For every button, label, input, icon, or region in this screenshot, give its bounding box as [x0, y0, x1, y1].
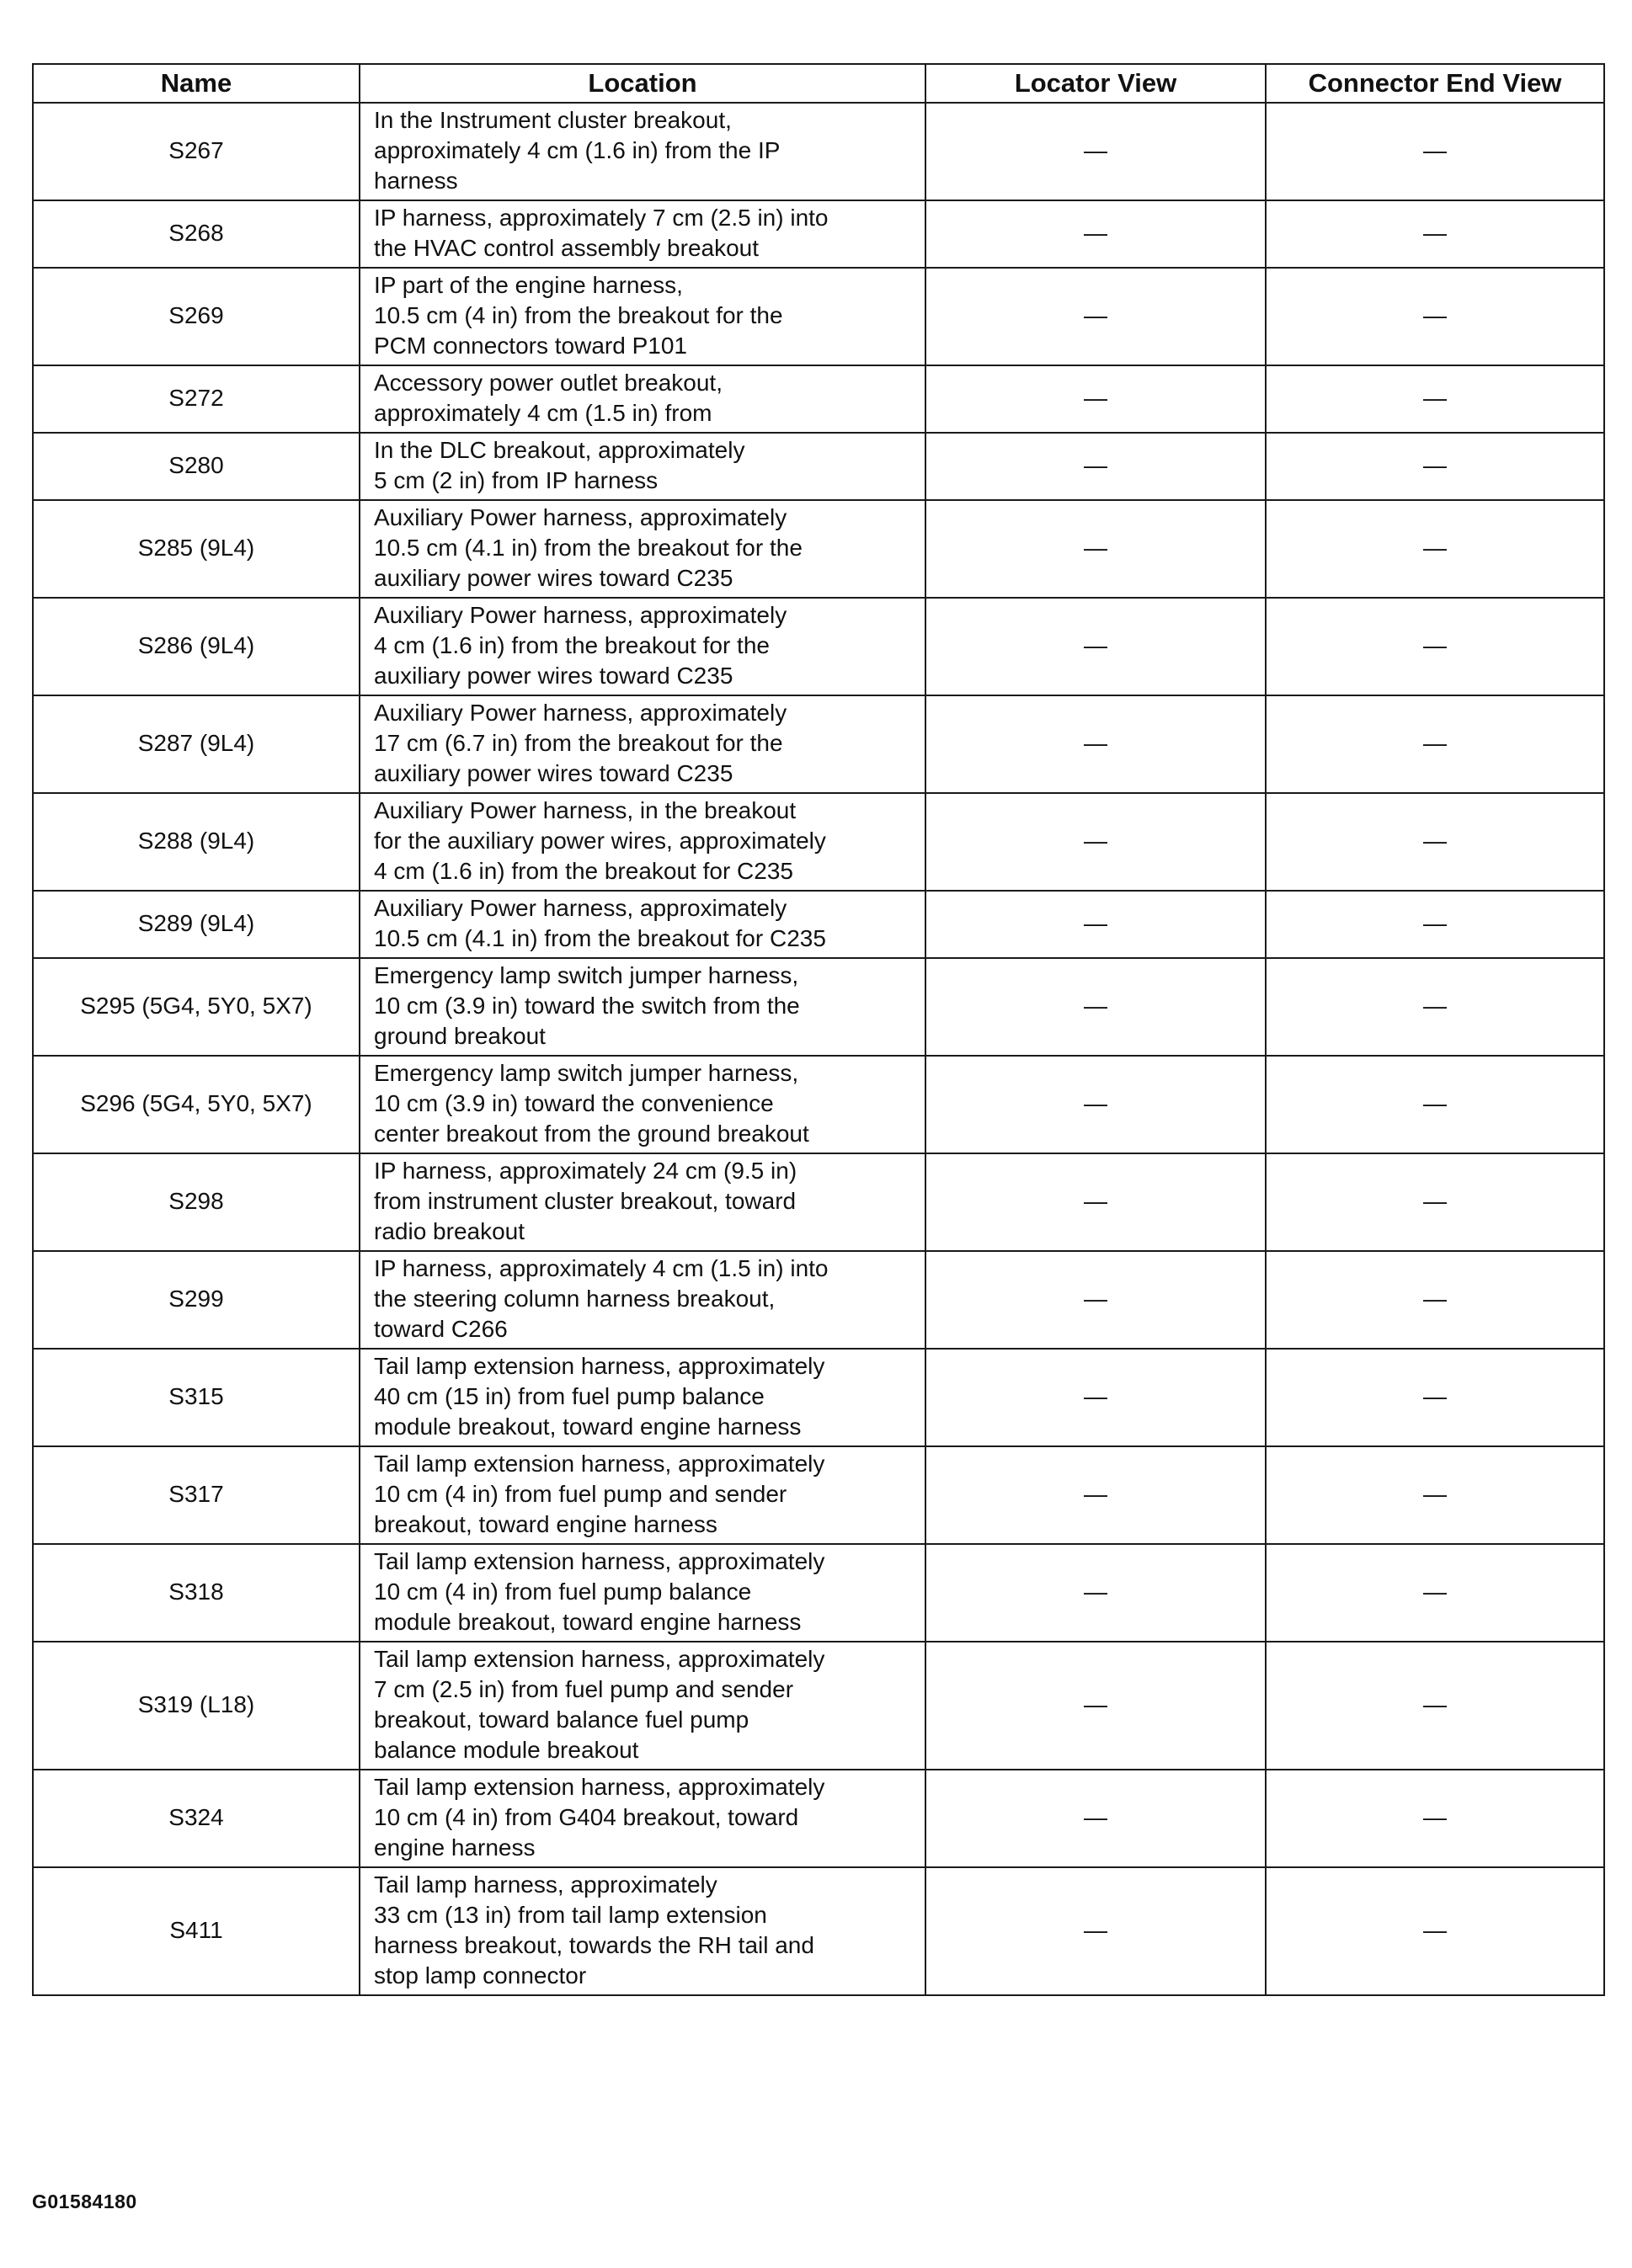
- location-line: approximately 4 cm (1.5 in) from: [374, 400, 712, 426]
- splice-name-cell: S287 (9L4): [33, 695, 360, 793]
- location-cell: [360, 1867, 925, 1995]
- location-line: 10 cm (4 in) from G404 breakout, toward: [374, 1804, 799, 1830]
- table-row: [33, 598, 1604, 695]
- table-row: [33, 958, 1604, 1056]
- table-row: [33, 1642, 1604, 1770]
- location-cell: [360, 500, 925, 598]
- connector-end-view-cell: —: [1266, 1056, 1604, 1153]
- splice-name-cell: S324: [33, 1770, 360, 1867]
- location-line: breakout, toward balance fuel pump: [374, 1706, 749, 1733]
- splice-name-cell: S289 (9L4): [33, 891, 360, 958]
- locator-view-cell: —: [925, 1056, 1266, 1153]
- splice-name-cell: S296 (5G4, 5Y0, 5X7): [33, 1056, 360, 1153]
- table-body: [33, 103, 1604, 1995]
- splice-name-cell: S317: [33, 1446, 360, 1544]
- connector-end-view-cell: —: [1266, 891, 1604, 958]
- connector-end-view-cell: —: [1266, 1153, 1604, 1251]
- header-location: Location: [360, 64, 925, 103]
- location-line: stop lamp connector: [374, 1962, 587, 1988]
- locator-view-cell: —: [925, 103, 1266, 200]
- figure-id: G01584180: [32, 2191, 137, 2212]
- location-line: auxiliary power wires toward C235: [374, 663, 733, 689]
- location-cell: [360, 433, 925, 500]
- location-line: Tail lamp harness, approximately: [374, 1871, 717, 1898]
- locator-view-cell: —: [925, 268, 1266, 365]
- location-line: from instrument cluster breakout, toward: [374, 1188, 797, 1214]
- location-line: Emergency lamp switch jumper harness,: [374, 1060, 799, 1086]
- table-row: [33, 1770, 1604, 1867]
- connector-end-view-cell: —: [1266, 433, 1604, 500]
- location-line: auxiliary power wires toward C235: [374, 760, 733, 786]
- location-line: balance module breakout: [374, 1737, 639, 1763]
- location-cell: [360, 1251, 925, 1349]
- location-cell: [360, 200, 925, 268]
- splice-name-cell: S269: [33, 268, 360, 365]
- locator-view-cell: —: [925, 500, 1266, 598]
- location-line: 10.5 cm (4.1 in) from the breakout for C235: [374, 925, 826, 951]
- splice-name-cell: S286 (9L4): [33, 598, 360, 695]
- table-row: [33, 1153, 1604, 1251]
- splice-name-cell: S319 (L18): [33, 1642, 360, 1770]
- location-line: radio breakout: [374, 1218, 525, 1244]
- location-line: Tail lamp extension harness, approximately: [374, 1774, 825, 1800]
- location-line: breakout, toward engine harness: [374, 1511, 717, 1537]
- locator-view-cell: —: [925, 1642, 1266, 1770]
- splice-name-cell: S272: [33, 365, 360, 433]
- connector-end-view-cell: —: [1266, 268, 1604, 365]
- connector-end-view-cell: —: [1266, 1544, 1604, 1642]
- location-line: auxiliary power wires toward C235: [374, 565, 733, 591]
- location-line: Auxiliary Power harness, in the breakout: [374, 797, 797, 823]
- locator-view-cell: —: [925, 1544, 1266, 1642]
- location-cell: [360, 958, 925, 1056]
- locator-view-cell: —: [925, 365, 1266, 433]
- location-line: module breakout, toward engine harness: [374, 1609, 802, 1635]
- location-line: 10.5 cm (4.1 in) from the breakout for the: [374, 535, 803, 561]
- table-row: [33, 268, 1604, 365]
- connector-end-view-cell: —: [1266, 958, 1604, 1056]
- locator-view-cell: —: [925, 1251, 1266, 1349]
- location-line: 7 cm (2.5 in) from fuel pump and sender: [374, 1676, 794, 1702]
- location-line: Auxiliary Power harness, approximately: [374, 504, 787, 530]
- location-cell: [360, 268, 925, 365]
- locator-view-cell: —: [925, 598, 1266, 695]
- location-line: for the auxiliary power wires, approximately: [374, 828, 826, 854]
- connector-end-view-cell: —: [1266, 1251, 1604, 1349]
- location-line: IP harness, approximately 4 cm (1.5 in) into: [374, 1255, 829, 1281]
- splice-name-cell: S280: [33, 433, 360, 500]
- table-row: [33, 365, 1604, 433]
- locator-view-cell: —: [925, 1867, 1266, 1995]
- locator-view-cell: —: [925, 1349, 1266, 1446]
- splice-name-cell: S285 (9L4): [33, 500, 360, 598]
- header-name: Name: [33, 64, 360, 103]
- location-cell: [360, 695, 925, 793]
- header-locator-view: Locator View: [925, 64, 1266, 103]
- locator-view-cell: —: [925, 200, 1266, 268]
- connector-end-view-cell: —: [1266, 695, 1604, 793]
- connector-end-view-cell: —: [1266, 1770, 1604, 1867]
- splice-name-cell: S299: [33, 1251, 360, 1349]
- location-line: harness: [374, 168, 458, 194]
- table-row: [33, 500, 1604, 598]
- connector-end-view-cell: —: [1266, 1867, 1604, 1995]
- location-line: PCM connectors toward P101: [374, 333, 687, 359]
- location-line: Auxiliary Power harness, approximately: [374, 700, 787, 726]
- location-line: center breakout from the ground breakout: [374, 1121, 809, 1147]
- location-cell: [360, 103, 925, 200]
- locator-view-cell: —: [925, 1153, 1266, 1251]
- location-cell: [360, 1770, 925, 1867]
- splice-name-cell: S288 (9L4): [33, 793, 360, 891]
- locator-view-cell: —: [925, 695, 1266, 793]
- location-line: 10 cm (4 in) from fuel pump balance: [374, 1579, 752, 1605]
- table-row: [33, 1867, 1604, 1995]
- splice-name-cell: S411: [33, 1867, 360, 1995]
- location-line: the steering column harness breakout,: [374, 1286, 776, 1312]
- location-line: module breakout, toward engine harness: [374, 1414, 802, 1440]
- locator-view-cell: —: [925, 1770, 1266, 1867]
- location-line: Accessory power outlet breakout,: [374, 370, 723, 396]
- splice-name-cell: S315: [33, 1349, 360, 1446]
- location-line: IP harness, approximately 24 cm (9.5 in): [374, 1158, 797, 1184]
- splice-name-cell: S295 (5G4, 5Y0, 5X7): [33, 958, 360, 1056]
- table-row: [33, 1349, 1604, 1446]
- table-row: [33, 1544, 1604, 1642]
- table-row: [33, 200, 1604, 268]
- location-line: 17 cm (6.7 in) from the breakout for the: [374, 730, 783, 756]
- location-line: ground breakout: [374, 1023, 546, 1049]
- locator-view-cell: —: [925, 1446, 1266, 1544]
- location-line: IP harness, approximately 7 cm (2.5 in) into: [374, 205, 829, 231]
- location-line: Auxiliary Power harness, approximately: [374, 895, 787, 921]
- location-cell: [360, 598, 925, 695]
- splice-name-cell: S267: [33, 103, 360, 200]
- location-line: toward C266: [374, 1316, 508, 1342]
- location-cell: [360, 793, 925, 891]
- table-row: [33, 1446, 1604, 1544]
- location-line: Tail lamp extension harness, approximately: [374, 1451, 825, 1477]
- splice-name-cell: S318: [33, 1544, 360, 1642]
- location-line: Tail lamp extension harness, approximately: [374, 1646, 825, 1672]
- location-line: Emergency lamp switch jumper harness,: [374, 962, 799, 988]
- location-line: In the DLC breakout, approximately: [374, 437, 745, 463]
- location-line: IP part of the engine harness,: [374, 272, 683, 298]
- splice-location-table: [32, 63, 1605, 1996]
- splice-name-cell: S268: [33, 200, 360, 268]
- connector-end-view-cell: —: [1266, 365, 1604, 433]
- location-line: the HVAC control assembly breakout: [374, 235, 760, 261]
- location-line: 10 cm (3.9 in) toward the convenience: [374, 1090, 774, 1116]
- table-row: [33, 1056, 1604, 1153]
- location-line: 40 cm (15 in) from fuel pump balance: [374, 1383, 765, 1409]
- location-cell: [360, 1056, 925, 1153]
- locator-view-cell: —: [925, 958, 1266, 1056]
- table-row: [33, 793, 1604, 891]
- table-row: [33, 1251, 1604, 1349]
- connector-end-view-cell: —: [1266, 1446, 1604, 1544]
- locator-view-cell: —: [925, 793, 1266, 891]
- location-cell: [360, 1446, 925, 1544]
- table-row: [33, 695, 1604, 793]
- connector-end-view-cell: —: [1266, 103, 1604, 200]
- location-line: harness breakout, towards the RH tail and: [374, 1932, 814, 1958]
- location-line: In the Instrument cluster breakout,: [374, 107, 732, 133]
- locator-view-cell: —: [925, 433, 1266, 500]
- table-row: [33, 891, 1604, 958]
- header-connector-end-view: Connector End View: [1266, 64, 1604, 103]
- connector-end-view-cell: —: [1266, 1642, 1604, 1770]
- location-line: Tail lamp extension harness, approximately: [374, 1353, 825, 1379]
- header-row: [33, 64, 1604, 103]
- connector-end-view-cell: —: [1266, 200, 1604, 268]
- connector-end-view-cell: —: [1266, 1349, 1604, 1446]
- location-line: 10.5 cm (4 in) from the breakout for the: [374, 302, 783, 328]
- location-line: 4 cm (1.6 in) from the breakout for C235: [374, 858, 793, 884]
- location-line: 5 cm (2 in) from IP harness: [374, 467, 659, 493]
- locator-view-cell: —: [925, 891, 1266, 958]
- location-cell: [360, 891, 925, 958]
- location-line: Tail lamp extension harness, approximately: [374, 1548, 825, 1574]
- table-row: [33, 103, 1604, 200]
- location-cell: [360, 365, 925, 433]
- connector-end-view-cell: —: [1266, 598, 1604, 695]
- location-line: 10 cm (3.9 in) toward the switch from the: [374, 993, 800, 1019]
- location-line: engine harness: [374, 1834, 536, 1861]
- location-cell: [360, 1544, 925, 1642]
- location-line: 33 cm (13 in) from tail lamp extension: [374, 1902, 767, 1928]
- location-cell: [360, 1349, 925, 1446]
- location-cell: [360, 1153, 925, 1251]
- location-line: 4 cm (1.6 in) from the breakout for the: [374, 632, 770, 658]
- splice-name-cell: S298: [33, 1153, 360, 1251]
- location-line: 10 cm (4 in) from fuel pump and sender: [374, 1481, 787, 1507]
- location-cell: [360, 1642, 925, 1770]
- table-header: [33, 64, 1604, 103]
- location-line: Auxiliary Power harness, approximately: [374, 602, 787, 628]
- connector-end-view-cell: —: [1266, 500, 1604, 598]
- location-line: approximately 4 cm (1.6 in) from the IP: [374, 137, 781, 163]
- table-row: [33, 433, 1604, 500]
- connector-end-view-cell: —: [1266, 793, 1604, 891]
